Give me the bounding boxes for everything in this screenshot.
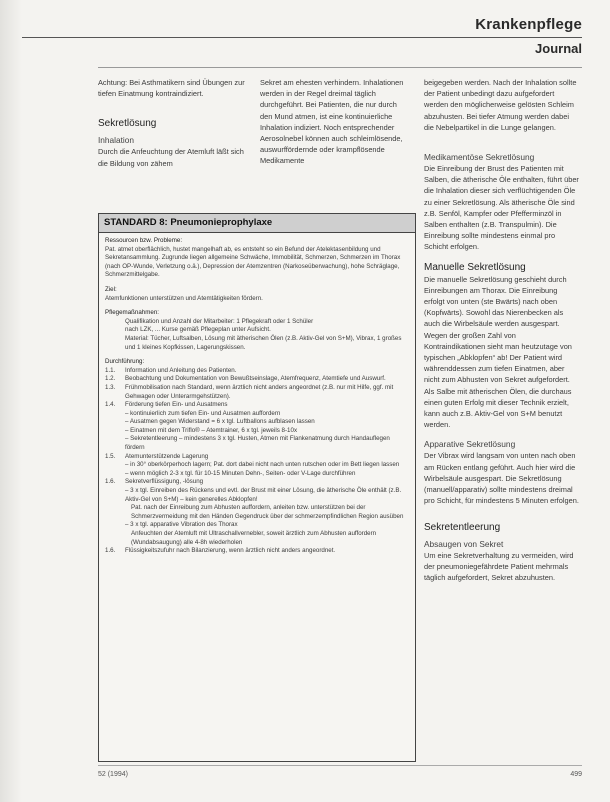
step-row bbox=[105, 375, 409, 384]
step-number: 1.5. bbox=[105, 452, 116, 460]
sub-item: – Sekretentleerung – mindestens 3 x tgl. Husten, Atmen mit Flankenatmung durch Handauflegen fördern bbox=[125, 435, 390, 452]
column-1 bbox=[98, 77, 248, 169]
sub-item: Pat. nach der Einreibung zum Abhusten auffordern, anleiten bzw. unterstützen bei der Schmerzvermeidung mit den Händen Gegendruck über der schmerzempfindlichen Region ausüben bbox=[131, 504, 404, 520]
step-number: 1.6. bbox=[105, 478, 116, 486]
subheading-inhalation: Inhalation bbox=[98, 135, 134, 146]
medikamentoes-text: Die Einreibung der Brust des Patienten mit Salben, die ätherische Öle enthalten, führt über die Inhalation dieser sich verflüchtigenden Öle zu einer Sekretlösung. Als ätherische Öle sind z.B. Senföl, Kampfer oder Pfefferminzöl in Salben enthalten (z.B. Transpulmin). Die Einreibung sollte mindestens einmal pro Schicht erfolgen. bbox=[424, 164, 579, 252]
journal-subtitle: Journal bbox=[535, 41, 582, 56]
step-number: 1.4. bbox=[105, 401, 116, 409]
heading-sekretentleerung: Sekretentleerung bbox=[424, 521, 501, 533]
sub-item: – 3 x tgl. apparative Vibration des Thorax bbox=[125, 521, 238, 529]
sub-item: – in 30° oberkörperhoch lagern; Pat. dort dabei nicht nach unten rutschen oder im Bett liegen lassen bbox=[125, 461, 400, 469]
footer-rule bbox=[98, 765, 582, 766]
step-text: Frühmobilisation nach Standard, wenn ärztlich nicht anders angeordnet (z.B. nur mit Hilfe, ggf. mit Gehwagen oder Unterarmgehstützen). bbox=[125, 383, 394, 400]
header-rule bbox=[22, 37, 582, 38]
measures-line: Qualifikation und Anzahl der Mitarbeiter: 1 Pflegekraft oder 1 Schüler bbox=[125, 317, 314, 325]
journal-header bbox=[22, 16, 582, 56]
resources-text: Pat. atmet oberflächlich, hustet mangelhaft ab, es entsteht so ein Befund der Atelektasenbildung und Sekretansammlung. Zugrunde liegen allgemeine Schwäche, Immobilität, Schmerzen, Schmerzen im Thorax (nach OP-Wunde, Verletzung o.ä.), Depression der Atemzentren (Narkoseüberwachung), hohe Schräglage, Schmerzmittelgabe. bbox=[105, 245, 401, 279]
step-row bbox=[105, 401, 409, 410]
sub-item: Anfeuchten der Atemluft mit Ultraschallvernebler, soweit ärztlich zum Abhusten auffordern (Wundabsaugung) alle 4-8h wiederholen bbox=[131, 530, 377, 546]
sub-item: – Einatmen mit dem Triflo® – Atemtrainer, 6 x tgl. jeweils 8-10x bbox=[125, 426, 298, 434]
page-number: 499 bbox=[570, 771, 582, 778]
step-row bbox=[105, 478, 409, 487]
sub-item: – 3 x tgl. Einreiben des Rückens und evtl. der Brust mit einer Lösung, die ätherische Öle enthält (z.B. Aktiv-Gel von S+M) – kein generelles Abklopfen! bbox=[125, 487, 402, 503]
inhalation-text: Durch die Anfeuchtung der Atemluft läßt sich die Bildung von zähem bbox=[98, 147, 244, 168]
page-footer bbox=[98, 765, 582, 778]
step-number: 1.1. bbox=[105, 366, 116, 374]
step-row bbox=[105, 547, 409, 556]
measures-line: Material: Tücher, Luftsalben, Lösung mit ätherischen Ölen (z.B. Aktiv-Gel von S+M), Vibrax, 1 großes und 1 kleines Kopfkissen, Lagerungskissen. bbox=[125, 334, 402, 351]
journal-title: Krankenpflege bbox=[475, 16, 582, 33]
sub-item: – Ausatmen gegen Widerstand = 6 x tgl. Luftballons aufblasen lassen bbox=[125, 418, 315, 426]
scan-shadow bbox=[0, 0, 22, 802]
asthma-warning: Achtung: Bei Asthmatikern sind Übungen zur tiefen Einatmung kontraindiziert. bbox=[98, 78, 245, 99]
manuelle-text: Die manuelle Sekretlösung geschieht durch Einreibungen am Thorax. Die Einreibung erfolgt von unten (ste Bwärts) nach oben (Kopfwärts). Sowohl das Nierenbecken als auch die Wirbelsäule werden ausgespart. Wegen der großen Zahl von Kontraindikationen sieht man heutzutage von typischen „Abklopfen“ ab! Der Patient wird währenddessen zum tiefen Einatmen, aber nicht zum Abhusten von Sekret aufgefordert. Als Salbe mit ätherischen Ölen, die durchaus einen guten Erfolg mit dieser Technik erzielt, kann auch z.B. Aktiv-Gel von S+M benutzt werden. bbox=[424, 274, 572, 430]
column-3 bbox=[424, 77, 579, 591]
step-text: Sekretverflüssigung, -lösung bbox=[125, 478, 204, 486]
step-text: Förderung tiefen Ein- und Ausatmens bbox=[125, 401, 228, 409]
standard-body bbox=[99, 233, 415, 560]
volume-info: 52 (1994) bbox=[98, 771, 128, 778]
column-2 bbox=[260, 77, 410, 167]
step-text: Atemunterstützende Lagerung bbox=[125, 452, 209, 460]
step-text: Beobachtung und Dokumentation von Bewußtseinslage, Atemfrequenz, Atemtiefe und Auswurf. bbox=[125, 375, 386, 383]
heading-sekretloesung: Sekretlösung bbox=[98, 118, 157, 130]
goal-text: Atemfunktionen unterstützen und Atemtätigkeiten fördern. bbox=[105, 294, 263, 302]
measures-label: Pflegemaßnahmen: bbox=[105, 309, 159, 317]
inhalation-continued: Sekret am ehesten verhindern. Inhalationen werden in der Regel dreimal täglich durchgeführt. Bei Patienten, die nur durch den Mund atmen, ist eine kontinuierliche Inhalation indiziert. Noch entsprechender Aerosolnebel können auch schleimlösende, auswurffördernde oder krampflösende Medikamente bbox=[260, 78, 404, 166]
header-divider bbox=[98, 67, 582, 68]
apparativ-text: Der Vibrax wird langsam von unten nach oben am Rücken entlang geführt. Auch hier wird die Wirbelsäule ausgespart. Die Sekretlösung (manuell/apparativ) sollte mindestens dreimal pro Schicht, für mindestens 5 Minuten erfolgen. bbox=[424, 451, 579, 506]
standard-title: STANDARD 8: Pneumonieprophylaxe bbox=[99, 214, 415, 233]
step-row bbox=[105, 367, 409, 376]
sub-item: – kontinuierlich zum tiefen Ein- und Ausatmen auffordern bbox=[125, 409, 281, 417]
step-text: Flüssigkeitszufuhr nach Bilanzierung, wenn ärztlich nicht anders angeordnet. bbox=[125, 547, 336, 555]
standard-box bbox=[98, 213, 416, 762]
step-row bbox=[105, 384, 409, 401]
step-text: Information und Anleitung des Patienten. bbox=[125, 366, 237, 374]
subheading-absaugen: Absaugen von Sekret bbox=[424, 538, 504, 549]
execution-label: Durchführung: bbox=[105, 358, 145, 366]
step-number: 1.2. bbox=[105, 375, 116, 383]
step-row bbox=[105, 453, 409, 462]
sub-item: – wenn möglich 2-3 x tgl. für 10-15 Minuten Dehn-, Seiten- oder V-Lage durchführen bbox=[125, 469, 356, 477]
heading-medikamentoes: Medikamentöse Sekretlösung bbox=[424, 152, 535, 163]
heading-apparativ: Apparative Sekretlösung bbox=[424, 439, 516, 450]
heading-manuelle: Manuelle Sekretlösung bbox=[424, 261, 526, 273]
step-number: 1.6. bbox=[105, 547, 116, 555]
absaugen-text: Um eine Sekretverhaltung zu vermeiden, wird der pneumoniegefährdete Patient mehrmals täglich aufgefordert, Sekret abzuhusten. bbox=[424, 550, 574, 582]
step-number: 1.3. bbox=[105, 383, 116, 391]
inhalation-end: beigegeben werden. Nach der Inhalation sollte der Patient unbedingt dazu aufgefordert werden den möglicherweise gelösten Schleim abzuhusten. Bei tiefer Atmung werden dabei die Nebelpartikel in die Lunge gelangen. bbox=[424, 78, 577, 132]
resources-label: Ressourcen bzw. Probleme: bbox=[105, 237, 183, 244]
measures-line: nach LZK, ... Kurse gemäß Pflegeplan unter Aufsicht. bbox=[125, 326, 271, 334]
goal-label: Ziel: bbox=[105, 285, 117, 293]
